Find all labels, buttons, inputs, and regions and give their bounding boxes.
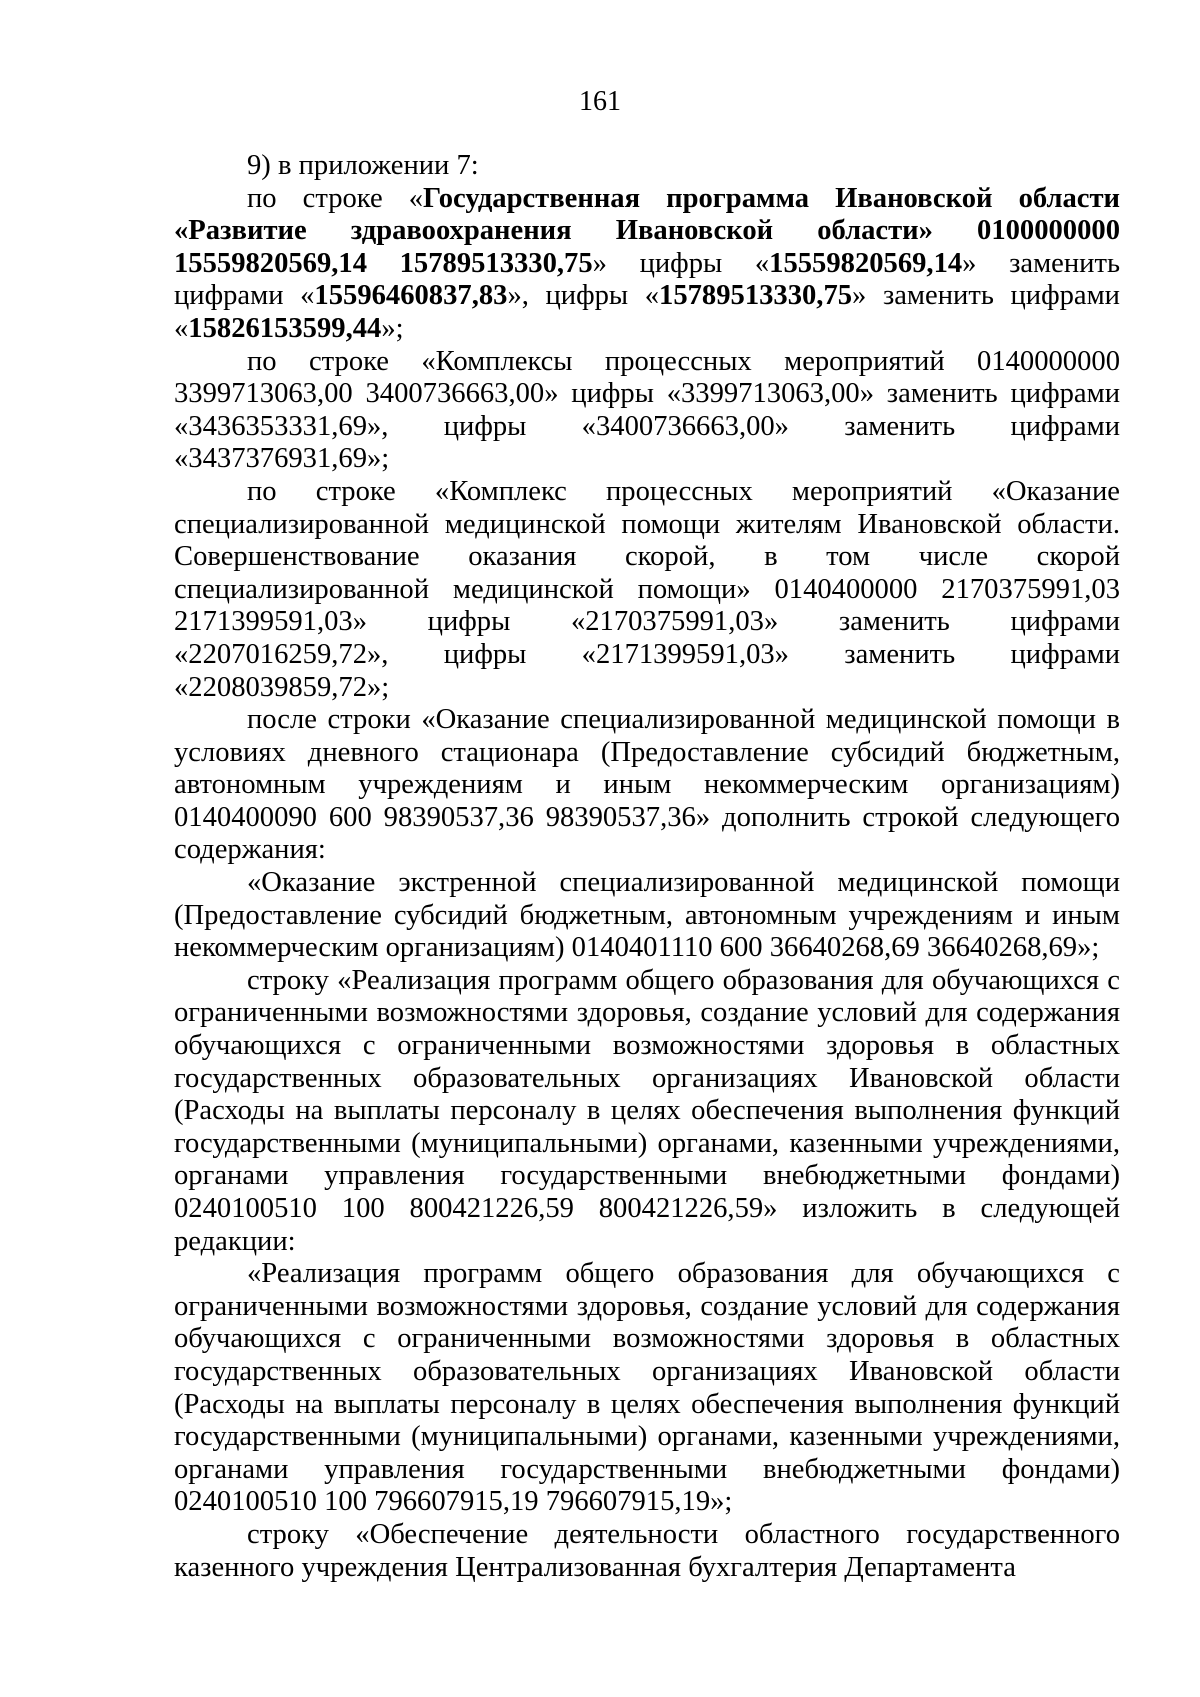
text-fragment: » заменить цифрами « <box>174 280 1120 344</box>
page-number: 161 <box>579 86 621 117</box>
paragraph-process-complexes: по строке «Комплексы процессных мероприятий 0140000000 3399713063,00 3400736663,00» цифры «3399713063,00» заменить цифрами «3436353331,69», цифры «3400736663,00» заменить цифрами «3437376931,69»; <box>174 345 1120 475</box>
old-value-2: 15789513330,75 <box>659 280 853 312</box>
text-fragment: » заменить цифрами « <box>174 247 1121 312</box>
paragraph-education-row: строку «Реализация программ общего образования для обучающихся с ограниченными возможностями здоровья, создание условий для содержания обучающихся с ограниченными возможностями здоровья в областных государственных образовательных организациях Ивановской области (Расходы на выплаты персоналу в целях обеспечения выполнения функций государственными (муниципальными) органами, казенными учреждениями, органами управления государственными внебюджетными фондами) 0240100510 100 800421226,59 800421226,59» изложить в следующей редакции: <box>174 964 1120 1257</box>
item-intro: 9) в приложении 7: <box>247 150 479 181</box>
paragraph-emergency-care: «Оказание экстренной специализированной медицинской помощи (Предоставление субсидий бюджетным, автономным учреждениям и иным некоммерческим организациям) 0140401110 600 36640268,69 36640268,69»; <box>174 867 1120 964</box>
text-fragment: », цифры « <box>507 280 660 312</box>
new-value-2: 15826153599,44 <box>188 312 382 344</box>
paragraph-accounting-row: строку «Обеспечение деятельности областного государственного казенного учреждения Централизованная бухгалтерия Департамента <box>174 1518 1120 1583</box>
text-fragment: по строке « <box>247 182 424 214</box>
paragraph-after-row: после строки «Оказание специализированной медицинской помощи в условиях дневного стационара (Предоставление субсидий бюджетным, автономным учреждениям и иным некоммерческим организациям) 0140400090 600 98390537,36 98390537,36» дополнить строкой следующего содержания: <box>174 704 1120 866</box>
paragraph-specialized-care: по строке «Комплекс процессных мероприятий «Оказание специализированной медицинской помощи жителям Ивановской области. Совершенствование оказания скорой, в том числе скорой специализированной медицинской помощи» 0140400000 2170375991,03 2171399591,03» цифры «2170375991,03» заменить цифрами «2207016259,72», цифры «2171399591,03» заменить цифрами «2208039859,72»; <box>174 475 1120 703</box>
new-value-1: 15596460837,83 <box>314 280 508 312</box>
old-value-1: 15559820569,14 <box>769 247 963 279</box>
text-fragment: » цифры « <box>592 247 770 279</box>
text-fragment: »; <box>381 312 404 344</box>
paragraph-education-new: «Реализация программ общего образования для обучающихся с ограниченными возможностями здоровья, создание условий для содержания обучающихся с ограниченными возможностями здоровья в областных государственных образовательных организациях Ивановской области (Расходы на выплаты персоналу в целях обеспечения выполнения функций государственными (муниципальными) органами, казенными учреждениями, органами управления государственными внебюджетными фондами) 0240100510 100 796607915,19 796607915,19»; <box>174 1258 1120 1518</box>
program-name-bold: Государственная программа Ивановской области «Развитие здравоохранения Ивановской области» 0100000000 15559820569,14 15789513330,75 <box>174 182 1120 279</box>
document-body <box>174 150 1120 1584</box>
paragraph-program-row <box>174 183 1120 346</box>
